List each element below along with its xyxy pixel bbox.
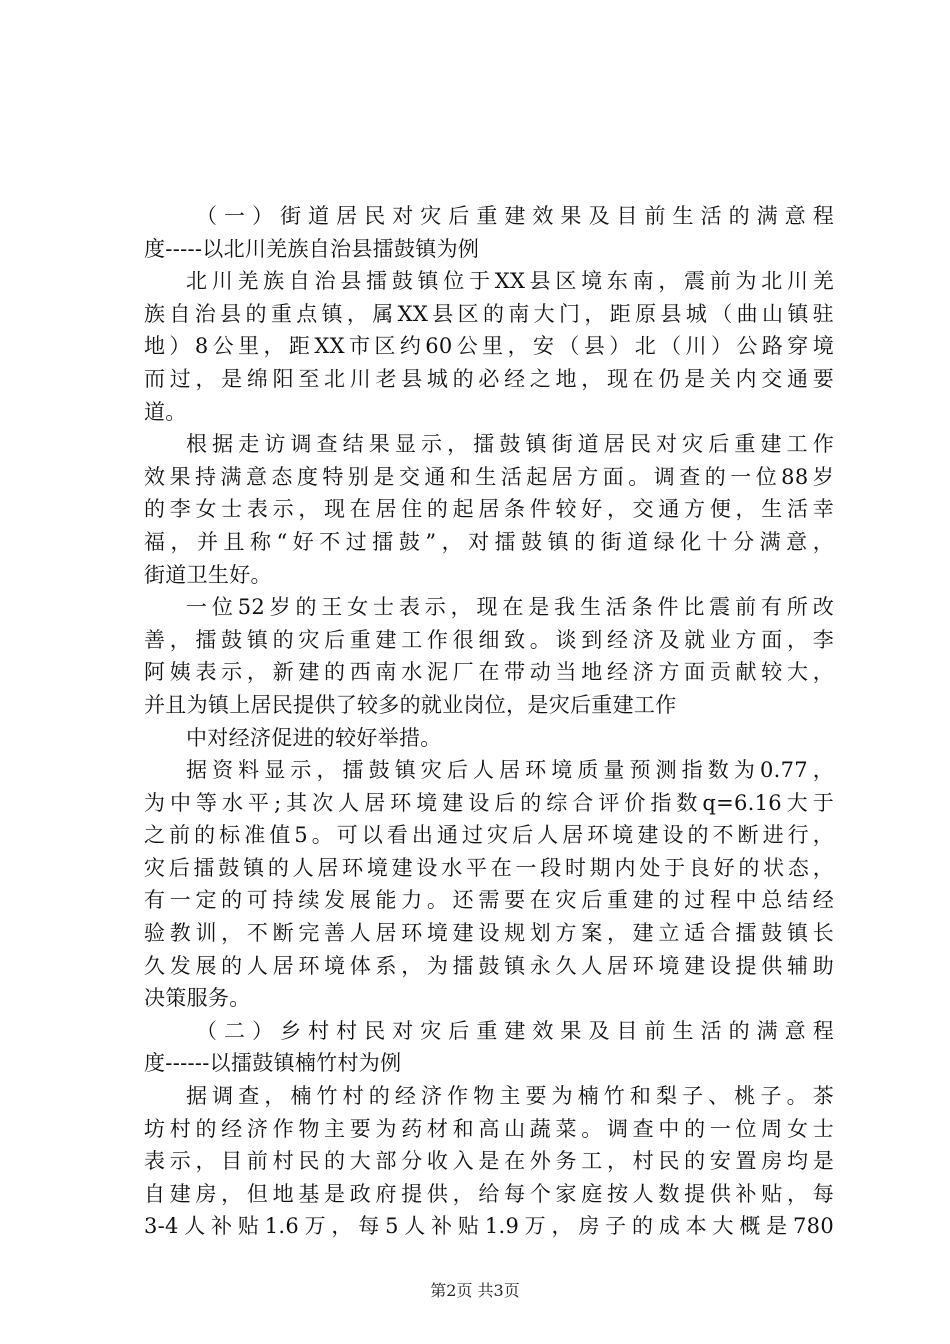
text-line: 街道卫生好。 — [144, 562, 272, 587]
text-line: 有一定的可持续发展能力。还需要在灾后重建的过程中总结经 — [144, 888, 834, 913]
text-line: 并且为镇上居民提供了较多的就业岗位，是灾后重建工作 — [144, 692, 677, 717]
text-line: 中对经济促进的较好举措。 — [186, 725, 442, 750]
text-line: 地）8公里，距XX市区约60公里，安（县）北（川）公路穿境 — [144, 334, 834, 359]
text-line: 道。 — [144, 399, 187, 424]
text-line: 的李女士表示，现在居住的起居条件较好，交通方便，生活幸 — [144, 497, 834, 522]
text-line: 久发展的人居环境体系，为擂鼓镇永久人居环境建设提供辅助 — [144, 953, 834, 978]
text-line: 度-----以北川羌族自治县擂鼓镇为例 — [144, 236, 480, 261]
text-line: 之前的标准值5。可以看出通过灾后人居环境建设的不断进行， — [144, 823, 834, 848]
text-line: 3-4人补贴1.6万，每5人补贴1.9万，房子的成本大概是780 — [144, 1214, 834, 1239]
text-line: 为中等水平;其次人居环境建设后的综合评价指数q=6.16大于 — [144, 790, 834, 815]
text-line: 一位52岁的王女士表示，现在是我生活条件比震前有所改 — [186, 595, 834, 620]
text-line: 族自治县的重点镇，属XX县区的南大门，距原县城（曲山镇驻 — [144, 301, 834, 326]
page-footer: 第2页 共3页 — [430, 1281, 520, 1300]
text-line: 而过，是绵阳至北川老县城的必经之地，现在仍是关内交通要 — [144, 366, 834, 391]
text-line: 阿姨表示，新建的西南水泥厂在带动当地经济方面贡献较大， — [144, 660, 834, 685]
text-line: 灾后擂鼓镇的人居环境建设水平在一段时期内处于良好的状态， — [144, 855, 834, 880]
text-line: 据资料显示，擂鼓镇灾后人居环境质量预测指数为0.77， — [186, 758, 834, 783]
text-line: 北川羌族自治县擂鼓镇位于XX县区境东南，震前为北川羌 — [186, 269, 834, 294]
text-line: 坊村的经济作物主要为药材和高山蔬菜。调查中的一位周女士 — [144, 1116, 834, 1141]
text-line: 决策服务。 — [144, 986, 251, 1011]
text-line: 据调查，楠竹村的经济作物主要为楠竹和梨子、桃子。茶 — [186, 1084, 834, 1109]
text-line: （二）乡村村民对灾后重建效果及目前生活的满意程 — [196, 1018, 834, 1043]
text-line: （一）街道居民对灾后重建效果及目前生活的满意程 — [196, 204, 834, 228]
text-line: 效果持满意态度特别是交通和生活起居方面。调查的一位88岁 — [144, 464, 834, 489]
text-line: 表示，目前村民的大部分收入是在外务工，村民的安置房均是 — [144, 1149, 834, 1174]
text-line: 自建房，但地基是政府提供，给每个家庭按人数提供补贴，每 — [144, 1181, 834, 1206]
document-body — [144, 200, 834, 1243]
text-line: 善，擂鼓镇的灾后重建工作很细致。谈到经济及就业方面，李 — [144, 627, 834, 652]
text-line: 根据走访调查结果显示，擂鼓镇街道居民对灾后重建工作 — [186, 432, 834, 457]
text-line: 福，并且称“好不过擂鼓”，对擂鼓镇的街道绿化十分满意， — [144, 529, 834, 554]
text-line: 度------以擂鼓镇楠竹村为例 — [144, 1051, 402, 1076]
text-line: 验教训，不断完善人居环境建设规划方案，建立适合擂鼓镇长 — [144, 921, 834, 946]
